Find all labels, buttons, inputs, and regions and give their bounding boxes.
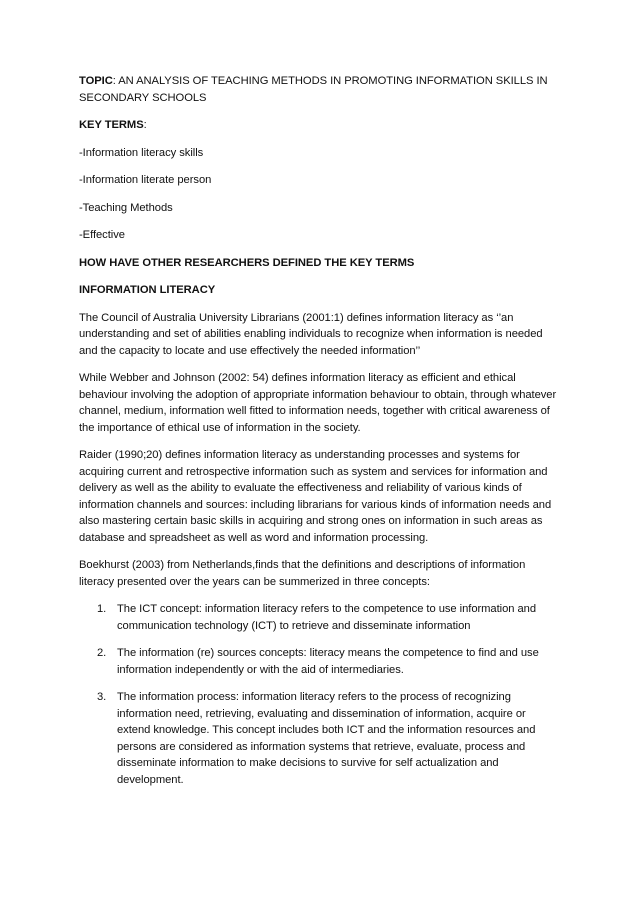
list-item-number: 3. xyxy=(97,691,107,703)
section-heading: HOW HAVE OTHER RESEARCHERS DEFINED THE KEY TERMS xyxy=(79,256,415,269)
paragraph-webber-johnson: While Webber and Johnson (2002: 54) defines information literacy as efficient and ethical behaviour involving the adoption of appropriate information behaviour to obtain, through whatever channel, medium, information well fitted to information needs, together with critical awareness of the importance of ethical use of information in the society. xyxy=(79,372,557,434)
list-item xyxy=(79,645,561,678)
key-terms-label: KEY TERMS xyxy=(79,119,144,131)
key-term-item: -Information literate person xyxy=(79,174,212,186)
key-terms-suffix: : xyxy=(143,119,147,131)
key-terms-heading xyxy=(79,117,561,134)
list-item xyxy=(79,601,561,634)
list-item-text: The information process: information literacy refers to the process of recognizing information need, retrieving, evaluating and dissemination of information, acquire or extend knowledge. This concept includes both ICT and the information resources and persons are considered as information systems that retrieve, evaluate, process and disseminate information to make decisions to survive for self actualization and development. xyxy=(117,691,536,786)
paragraph-raider: Raider (1990;20) defines information literacy as understanding processes and systems for acquiring current and retrospective information such as system and services for information and delivery as well as the ability to evaluate the effectiveness and reliability of various kinds of information channels and sources: including librarians for various kinds of information needs and also mastering certain basic skills in acquiring and strong ones on information in such areas as database and spreadsheet as well as word and information processing. xyxy=(79,449,552,544)
subsection-heading: INFORMATION LITERACY xyxy=(79,284,216,296)
key-term-item: -Information literacy skills xyxy=(79,146,204,159)
list-item-text: The information (re) sources concepts: literacy means the competence to find and use information independently or with the aid of intermediaries. xyxy=(117,647,539,676)
paragraph-boekhurst: Boekhurst (2003) from Netherlands,finds that the definitions and descriptions of information literacy presented over the years can be summerized in three concepts: xyxy=(79,559,526,588)
key-term-item: -Effective xyxy=(79,229,125,241)
key-term-item: -Teaching Methods xyxy=(79,201,173,214)
list-item-number: 1. xyxy=(97,603,107,615)
paragraph-council: The Council of Australia University Librarians (2001:1) defines information literacy as ‘’an understanding and set of abilities enabling individuals to recognize when information is needed and the capacity to locate and use effectively the needed information’’ xyxy=(79,311,543,357)
topic-label: TOPIC xyxy=(79,75,113,87)
list-item xyxy=(79,689,561,788)
list-item-number: 2. xyxy=(97,647,107,659)
document-body xyxy=(79,73,561,799)
concepts-list xyxy=(79,601,561,788)
topic-text: : AN ANALYSIS OF TEACHING METHODS IN PROMOTING INFORMATION SKILLS IN SECONDARY SCHOOLS xyxy=(79,75,548,104)
topic-line xyxy=(79,73,561,106)
list-item-text: The ICT concept: information literacy refers to the competence to use information and communication technology (ICT) to retrieve and disseminate information xyxy=(117,603,537,632)
